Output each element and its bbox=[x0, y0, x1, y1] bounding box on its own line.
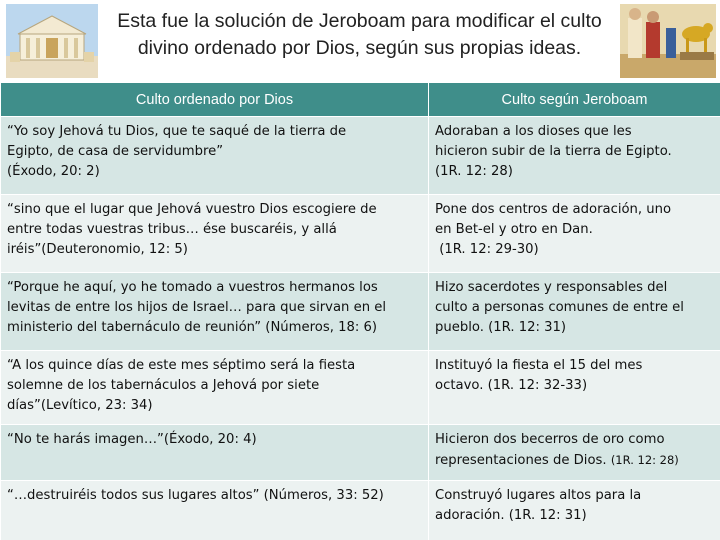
table-row bbox=[1, 273, 720, 351]
column-header-god: Culto ordenado por Dios bbox=[1, 83, 429, 117]
cell-line: Pone dos centros de adoración, uno bbox=[435, 202, 672, 217]
temple-image bbox=[6, 4, 98, 78]
cell-line: (1R. 12: 28) bbox=[435, 164, 513, 179]
cell-text: representaciones de Dios. bbox=[435, 453, 607, 468]
cell-jeroboam bbox=[429, 195, 720, 273]
title-line-2: divino ordenado por Dios, según sus propias ideas. bbox=[137, 37, 582, 59]
cell-line: levitas de entre los hijos de Israel… para que sirvan en el bbox=[7, 300, 387, 315]
cell-line: (1R. 12: 29-30) bbox=[435, 242, 539, 257]
cell-god bbox=[1, 351, 429, 425]
cell-god bbox=[1, 117, 429, 195]
cell-god bbox=[1, 195, 429, 273]
cell-line: solemne de los tabernáculos a Jehová por siete bbox=[7, 378, 320, 393]
cell-line: Hizo sacerdotes y responsables del bbox=[435, 280, 668, 295]
cell-line: (Éxodo, 20: 2) bbox=[7, 164, 100, 179]
cell-god bbox=[1, 273, 429, 351]
comparison-table bbox=[0, 82, 720, 540]
cell-line: “A los quince días de este mes séptimo será la fiesta bbox=[7, 358, 356, 373]
cell-line: “sino que el lugar que Jehová vuestro Dios escogiere de bbox=[7, 202, 377, 217]
table-row bbox=[1, 351, 720, 425]
page-title bbox=[92, 8, 627, 62]
cell-line: octavo. (1R. 12: 32-33) bbox=[435, 378, 588, 393]
cell-line: hicieron subir de la tierra de Egipto. bbox=[435, 144, 672, 159]
cell-line: “Yo soy Jehová tu Dios, que te saqué de la tierra de bbox=[7, 124, 347, 139]
cell-line: en Bet-el y otro en Dan. bbox=[435, 222, 593, 237]
cell-line: pueblo. (1R. 12: 31) bbox=[435, 320, 567, 335]
cell-line bbox=[435, 450, 714, 471]
cell-jeroboam bbox=[429, 351, 720, 425]
cell-line: Egipto, de casa de servidumbre” bbox=[7, 144, 224, 159]
cell-jeroboam bbox=[429, 481, 720, 540]
table-row bbox=[1, 117, 720, 195]
cell-line: entre todas vuestras tribus… ése buscaréis, y allá bbox=[7, 222, 337, 237]
golden-calves-image bbox=[620, 4, 716, 78]
cell-line: Hicieron dos becerros de oro como bbox=[435, 432, 665, 447]
cell-line: Construyó lugares altos para la bbox=[435, 488, 642, 503]
cell-line: ministerio del tabernáculo de reunión” (Números, 18: 6) bbox=[7, 320, 378, 335]
cell-jeroboam bbox=[429, 425, 720, 481]
cell-reference: (1R. 12: 28) bbox=[610, 453, 679, 467]
cell-line: “Porque he aquí, yo he tomado a vuestros hermanos los bbox=[7, 280, 378, 295]
table-row bbox=[1, 195, 720, 273]
table-header-row bbox=[1, 83, 720, 117]
cell-line: iréis”(Deuteronomio, 12: 5) bbox=[7, 242, 188, 257]
cell-line: Instituyó la fiesta el 15 del mes bbox=[435, 358, 643, 373]
column-header-jeroboam: Culto según Jeroboam bbox=[429, 83, 720, 117]
cell-god bbox=[1, 425, 429, 481]
title-line-1: Esta fue la solución de Jeroboam para modificar el culto bbox=[117, 10, 602, 32]
cell-god bbox=[1, 481, 429, 540]
cell-jeroboam bbox=[429, 273, 720, 351]
cell-line: adoración. (1R. 12: 31) bbox=[435, 508, 587, 523]
cell-line: “…destruiréis todos sus lugares altos” (Números, 33: 52) bbox=[7, 488, 384, 503]
cell-jeroboam bbox=[429, 117, 720, 195]
cell-line: días”(Levítico, 23: 34) bbox=[7, 398, 153, 413]
cell-line: “No te harás imagen…”(Éxodo, 20: 4) bbox=[7, 432, 257, 447]
cell-line: culto a personas comunes de entre el bbox=[435, 300, 684, 315]
slide-header bbox=[0, 0, 720, 82]
table-row bbox=[1, 481, 720, 540]
table-row bbox=[1, 425, 720, 481]
cell-line: Adoraban a los dioses que les bbox=[435, 124, 632, 139]
